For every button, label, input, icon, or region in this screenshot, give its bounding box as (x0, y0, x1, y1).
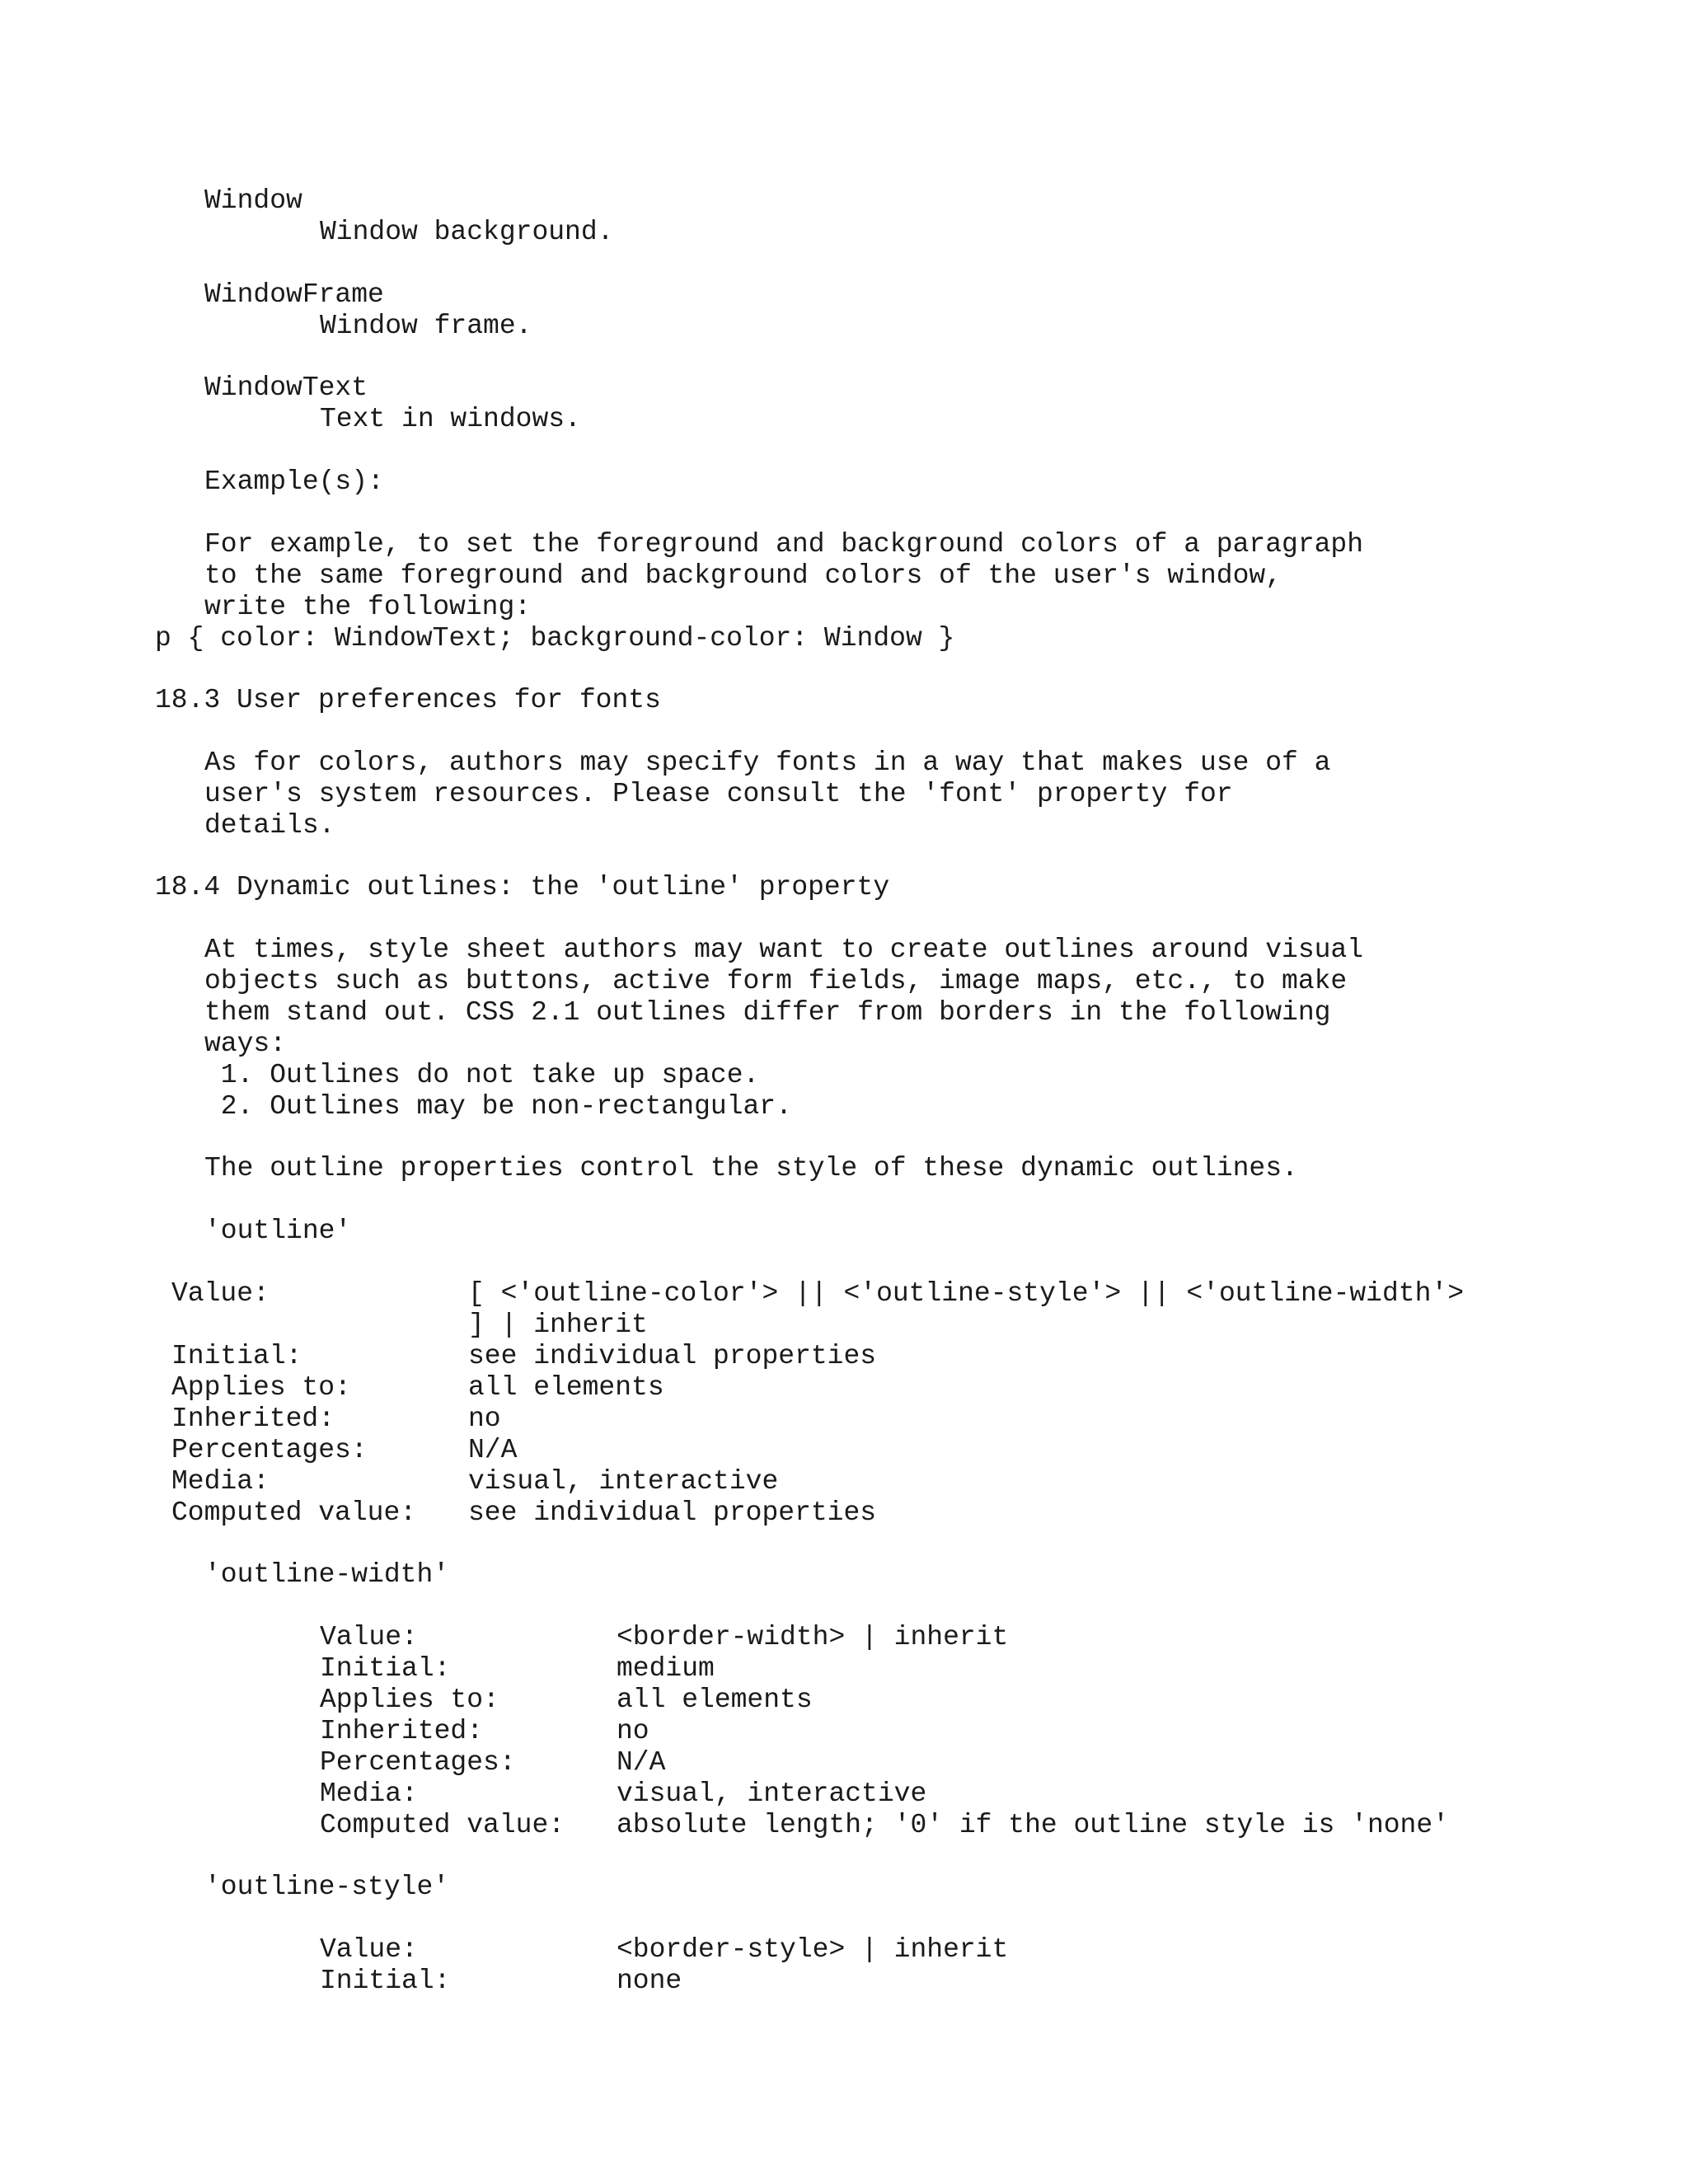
section-heading-18-4: 18.4 Dynamic outlines: the 'outline' property (155, 872, 890, 902)
property-name-outline: 'outline' (204, 1216, 352, 1246)
desc-windowtext: Text in windows. (320, 404, 581, 434)
example-line: to the same foreground and background colors of the user's window, (204, 560, 1282, 591)
property-row-value: visual, interactive (617, 1779, 927, 1809)
paragraph-line: user's system resources. Please consult the 'font' property for (204, 779, 1233, 809)
example-line: write the following: (204, 592, 532, 622)
property-row-value: all elements (468, 1372, 664, 1403)
property-row-value: no (468, 1404, 501, 1434)
property-row-label: Computed value: (320, 1810, 565, 1840)
paragraph-line: ways: (204, 1029, 287, 1059)
property-name-outline-style: 'outline-style' (204, 1872, 450, 1902)
term-windowframe: WindowFrame (204, 279, 384, 310)
property-row-label: Inherited: (171, 1404, 335, 1434)
property-row-label: Computed value: (171, 1497, 417, 1528)
paragraph-line: objects such as buttons, active form fields, image maps, etc., to make (204, 966, 1348, 996)
property-row-value: [ <'outline-color'> || <'outline-style'> || <'outline-width'> (468, 1278, 1464, 1309)
property-row-value: <border-style> | inherit (617, 1934, 1009, 1965)
property-row-value: none (617, 1966, 682, 1996)
property-row-value: absolute length; '0' if the outline style is 'none' (617, 1810, 1449, 1840)
paragraph-line: details. (204, 810, 335, 841)
list-item: 2. Outlines may be non-rectangular. (204, 1091, 792, 1122)
desc-windowframe: Window frame. (320, 311, 532, 341)
property-row-value: no (617, 1716, 649, 1746)
example-code: p { color: WindowText; background-color: Window } (155, 623, 955, 654)
paragraph-line: them stand out. CSS 2.1 outlines differ from borders in the following (204, 997, 1331, 1028)
property-row-value: visual, interactive (468, 1466, 779, 1497)
example-label: Example(s): (204, 466, 384, 497)
property-row-label: Value: (171, 1278, 270, 1309)
term-window: Window (204, 185, 302, 216)
property-name-outline-width: 'outline-width' (204, 1559, 450, 1590)
property-row-label: Applies to: (171, 1372, 351, 1403)
property-row-label: Media: (320, 1779, 418, 1809)
paragraph-line: As for colors, authors may specify fonts in a way that makes use of a (204, 748, 1331, 778)
property-row-value: <border-width> | inherit (617, 1622, 1009, 1652)
property-row-label: Applies to: (320, 1685, 499, 1715)
property-row-value: N/A (468, 1435, 518, 1465)
paragraph-line: At times, style sheet authors may want to create outlines around visual (204, 935, 1364, 965)
property-row-label: Value: (320, 1622, 418, 1652)
section-heading-18-3: 18.3 User preferences for fonts (155, 685, 661, 715)
property-row-label: Initial: (320, 1653, 451, 1684)
list-item: 1. Outlines do not take up space. (204, 1060, 760, 1090)
property-row-label: Value: (320, 1934, 418, 1965)
property-row-label: Media: (171, 1466, 270, 1497)
property-row-label: Percentages: (171, 1435, 368, 1465)
property-row-value: ] | inherit (468, 1310, 648, 1340)
property-row-label: Percentages: (320, 1747, 516, 1778)
property-row-value: medium (617, 1653, 715, 1684)
property-row-value: see individual properties (468, 1341, 877, 1371)
property-row-value: see individual properties (468, 1497, 877, 1528)
example-line: For example, to set the foreground and background colors of a paragraph (204, 529, 1364, 560)
property-row-value: all elements (617, 1685, 813, 1715)
paragraph-line: The outline properties control the style of these dynamic outlines. (204, 1153, 1298, 1183)
property-row-label: Initial: (320, 1966, 451, 1996)
desc-window: Window background. (320, 217, 614, 247)
property-row-label: Inherited: (320, 1716, 484, 1746)
term-windowtext: WindowText (204, 373, 368, 403)
property-row-value: N/A (617, 1747, 666, 1778)
property-row-label: Initial: (171, 1341, 302, 1371)
